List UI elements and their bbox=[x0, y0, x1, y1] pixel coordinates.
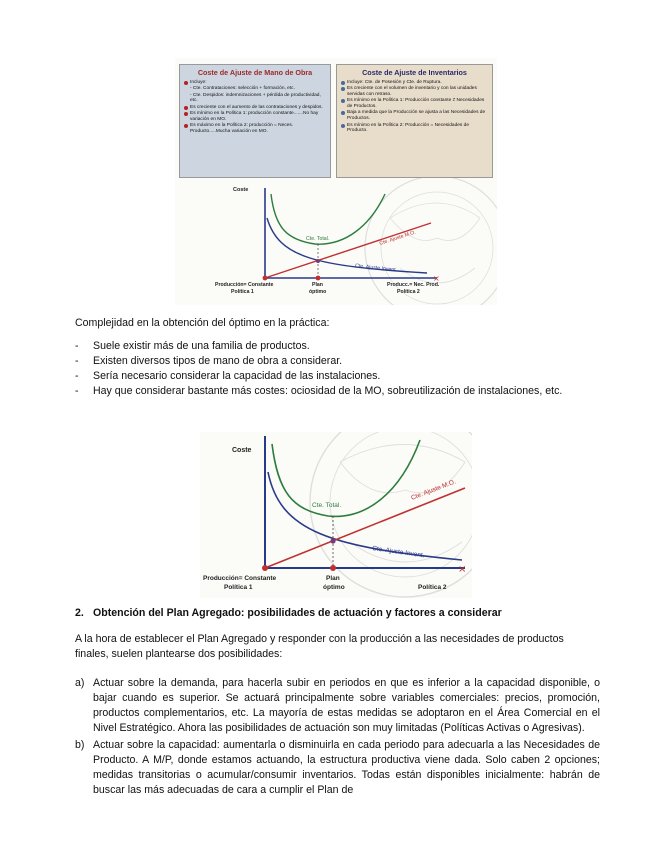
list-item: - Hay que considerar bastante más costes: ociosidad de la MO, sobreutilización de instalaciones, etc. bbox=[75, 384, 595, 399]
x-right-label: Política 2 bbox=[418, 584, 447, 591]
x-left-label-1: Producción= Constante bbox=[215, 282, 274, 288]
labor-cost-line bbox=[265, 223, 431, 278]
list-marker: b) bbox=[75, 739, 85, 751]
list-item: - Sería necesario considerar la capacidad de las instalaciones. bbox=[75, 369, 595, 384]
total-cost-curve bbox=[272, 440, 420, 516]
labor-cost-label: Cte. Ajuste M.O. bbox=[378, 229, 417, 247]
intro-paragraph: A la hora de establecer el Plan Agregado y responder con la producción a las necesidades de productos finales, suelen plantearse dos posibilidades: bbox=[75, 633, 564, 660]
inventory-box-item: Es mínimo en la Política 2: Producción = Necesidades de Producto. bbox=[341, 123, 488, 135]
optimum-axis-marker bbox=[330, 565, 336, 571]
optimum-axis-marker bbox=[316, 276, 321, 281]
x-right-label-2: Política 2 bbox=[397, 289, 420, 295]
complexity-list bbox=[75, 339, 595, 399]
x-axis-arrow-icon: × bbox=[433, 274, 440, 283]
inventory-cost-label: Cte. Ajuste Invent. bbox=[354, 263, 398, 274]
list-item-text: Actuar sobre la capacidad: aumentarla o disminuirla en cada periodo para adecuarla a las Necesidades de Producto. A M/P, donde estamos actuando, la estructura productiva viene dada. Solo caben 2 opciones; medidas transitorias o acumular/consumir inventarios. Todas están disponibles inicialmente: habrán de buscar las más adecuadas de cara a cumplir el Plan de bbox=[93, 739, 600, 796]
labor-box-item: Es mínimo en la Política 1: producción constante.......No hay variación en MO. bbox=[184, 111, 326, 123]
cost-curves-chart-small bbox=[175, 178, 497, 305]
labor-box-item: Incluye: bbox=[184, 80, 326, 86]
section-title: Obtención del Plan Agregado: posibilidades de actuación y factores a considerar bbox=[93, 607, 502, 619]
x-right-label-1: Producc.= Nec. Prod. bbox=[387, 282, 440, 288]
x-mid-label-1: Plan bbox=[326, 575, 340, 582]
labor-adjustment-box bbox=[179, 64, 331, 178]
watermark-seal bbox=[310, 432, 472, 597]
x-mid-label-2: óptimo bbox=[309, 289, 327, 295]
labor-box-list bbox=[184, 80, 326, 135]
labor-box-item: - Cte. Contrataciones: selección + formación, etc. bbox=[190, 86, 295, 92]
chart-ylabel: Coste bbox=[232, 447, 252, 454]
inventory-box-list bbox=[341, 80, 488, 134]
inventory-cost-curve bbox=[268, 472, 462, 560]
chart-ylabel: Coste bbox=[233, 187, 249, 193]
labor-box-title: Coste de Ajuste de Mano de Obra bbox=[197, 68, 313, 77]
complexity-paragraph: Complejidad en la obtención del óptimo en la práctica: bbox=[75, 317, 330, 329]
inventory-box-item: Baja a medida que la Producción se ajusta a las Necesidades de Productos. bbox=[341, 110, 488, 122]
inventory-cost-label: Cte. Ajuste Invent. bbox=[371, 545, 425, 560]
x-mid-label-1: Plan bbox=[312, 282, 323, 288]
labor-box-item: Es creciente con el aumento de las contrataciones y despidos. bbox=[184, 105, 326, 111]
inventory-box-item: Es creciente con el volumen de inventario y con las unidades servidas con retraso. bbox=[341, 86, 488, 98]
x-mid-label-2: óptimo bbox=[323, 584, 345, 591]
optimum-point bbox=[330, 538, 335, 543]
inventory-box-title: Coste de Ajuste de Inventarios bbox=[362, 68, 467, 77]
labor-cost-line bbox=[265, 488, 465, 568]
labor-box-item: Es máximo en la Política 2: producción = Neces. Producto.....Mucha variación en MO. bbox=[184, 123, 326, 135]
inventory-box-item: Es mínimo en la Política 1: Producción constante ≠ Necesidades de Productos. bbox=[341, 98, 488, 110]
optimum-point bbox=[316, 259, 320, 263]
origin-marker bbox=[263, 276, 268, 281]
labor-box-item: - Cte. Despidos: indemnizaciones + pérdida de productividad, etc. bbox=[190, 92, 321, 104]
x-left-label-2: Política 1 bbox=[224, 584, 253, 591]
options-list bbox=[75, 676, 600, 800]
total-cost-label: Cte. Total. bbox=[312, 502, 342, 509]
cost-tradeoff-figure bbox=[175, 58, 497, 305]
inventory-adjustment-box bbox=[336, 64, 493, 178]
section-heading bbox=[75, 607, 502, 619]
origin-marker bbox=[262, 565, 268, 571]
list-marker: a) bbox=[75, 677, 85, 689]
cost-curves-chart-large bbox=[200, 432, 472, 598]
x-left-label-2: Política 1 bbox=[231, 289, 254, 295]
x-axis-arrow-icon: × bbox=[458, 564, 467, 575]
list-item: - Existen diversos tipos de mano de obra a considerar. bbox=[75, 354, 595, 369]
list-item: - Suele existir más de una familia de productos. bbox=[75, 339, 595, 354]
list-item-text: Actuar sobre la demanda, para hacerla subir en periodos en que es inferior a la capacidad disponible, o bajar cuando es superior. Se actuará principalmente sobre variables comerciales: precios, promoción, productos complementarios, etc. La mayoría de estas medidas se adoptaron en el Área Comercial en el Nivel Estratégico. Ahora las posibilidades de actuación son muy limitadas (Políticas Activas o Agresivas). bbox=[93, 677, 600, 734]
list-item bbox=[75, 676, 600, 736]
inventory-box-item: Incluye: Cte. de Posesión y Cte. de Ruptura. bbox=[341, 80, 488, 86]
x-left-label-1: Producción= Constante bbox=[203, 575, 277, 582]
cost-curves-figure-large bbox=[200, 432, 472, 598]
list-item bbox=[75, 738, 600, 798]
section-number: 2. bbox=[75, 607, 84, 619]
labor-cost-label: Cte. Ajuste M.O. bbox=[410, 478, 457, 502]
inventory-cost-curve bbox=[267, 218, 427, 273]
total-cost-label: Cte. Total. bbox=[306, 236, 330, 242]
